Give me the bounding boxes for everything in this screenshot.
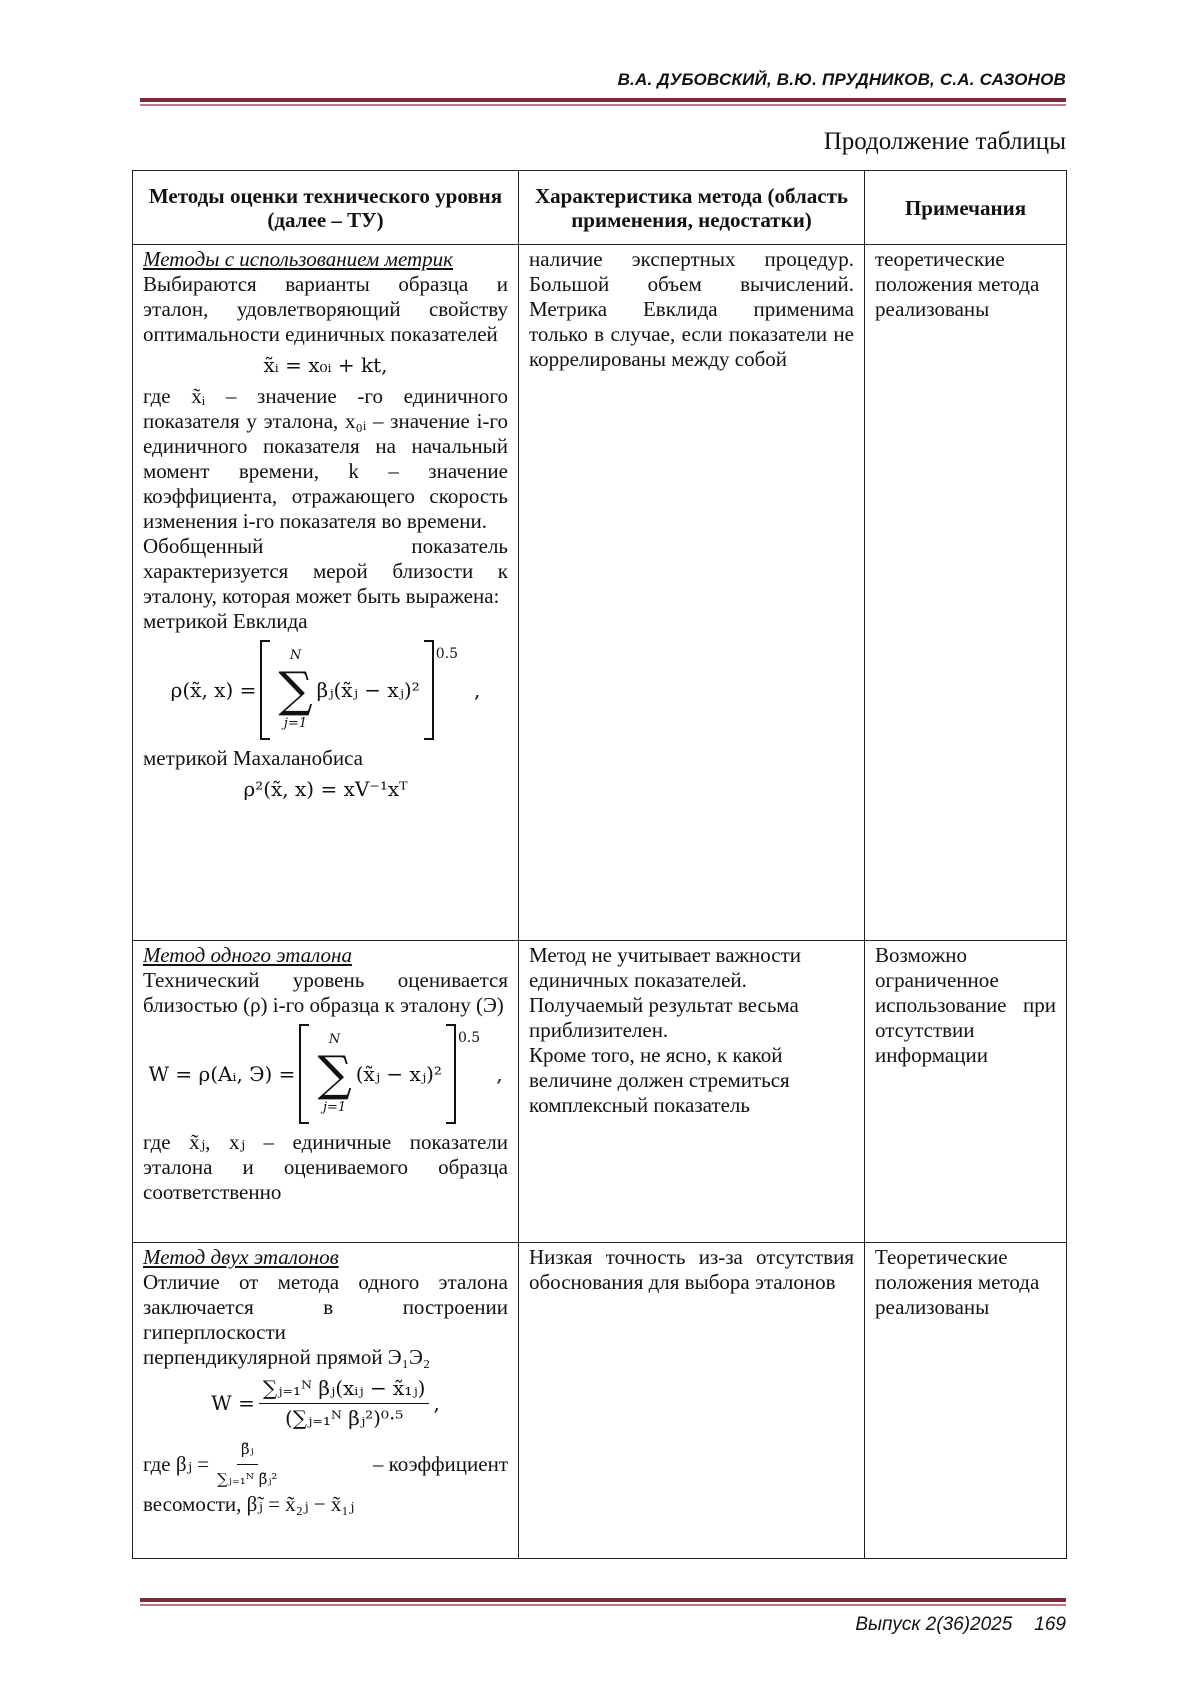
characteristic-line: Метод не учитывает важности единичных показателей.	[529, 943, 802, 992]
formula-explanation: где x̃ᵢ – значение -го единичного показателя у эталона, x₀ᵢ – значение i-го единичного показателя на начальный момент времени, k – значение коэффициента, отражающего скорость изменения i-го показателя во времени.	[143, 384, 508, 533]
table-row	[133, 1243, 1067, 1559]
formula-euclid-metric: ρ(x̃, x) = N ∑ j=1 βⱼ(x̃ⱼ − xⱼ)² 0.5 ,	[143, 640, 508, 740]
fraction-denominator: (∑ⱼ₌₁ᴺ βⱼ²)⁰·⁵	[284, 1406, 404, 1430]
characteristic-cell	[519, 941, 865, 1243]
method-description-2: Обобщенный показатель характеризуется мерой близости к эталону, которая может быть выражена:	[143, 534, 508, 608]
formula-fraction	[259, 1376, 430, 1431]
mahalanobis-metric-label: метрикой Махаланобиса	[143, 746, 363, 770]
issue-label: Выпуск 2(36)2025	[855, 1614, 1013, 1635]
header-rule	[140, 98, 1066, 102]
notes-cell: теоретические положения метода реализованы	[865, 245, 1067, 941]
formula-exponent: 0.5	[457, 1030, 481, 1046]
characteristic-line: Получаемый результат весьма приблизителен.	[529, 993, 799, 1042]
euclid-metric-label: метрикой Евклида	[143, 609, 308, 633]
footer-rule-thin	[140, 1604, 1066, 1606]
bracket-right	[424, 640, 434, 740]
bracket-right	[446, 1024, 456, 1124]
weight-formula-right: – коэффициент	[372, 1452, 508, 1476]
header-rule-thin	[140, 104, 1066, 106]
table-continuation-label: Продолжение таблицы	[823, 128, 1066, 155]
formula-two-standards: W = $\frac{\text{∑ⱼ₌₁ᴺ βⱼ(xᵢⱼ − x̃₁ⱼ)}}{\text{(∑ⱼ₌₁ᴺ βⱼ²)⁰·⁵}}$ ,	[211, 1376, 440, 1430]
column-header-characteristic: Характеристика метода (область применения, недостатки)	[519, 171, 865, 245]
footer-rule	[140, 1598, 1066, 1602]
bracket-left	[260, 640, 270, 740]
formula-left: W = ρ(Aᵢ, Э) =	[148, 1061, 296, 1086]
formula-left: ρ(x̃, x) =	[170, 677, 257, 702]
column-header-methods: Методы оценки технического уровня (далее – ТУ)	[133, 171, 519, 245]
characteristic-cell: Низкая точность из-за отсутствия обоснования для выбора эталонов	[519, 1243, 865, 1559]
notes-cell: Возможно ограниченное использование при отсутствии информации	[865, 941, 1067, 1243]
notes-cell: Теоретические положения метода реализованы	[865, 1243, 1067, 1559]
page-footer	[855, 1614, 1066, 1636]
page-number: 169	[1034, 1614, 1066, 1635]
formula-one-standard: W = ρ(Aᵢ, Э) = N ∑ j=1 (x̃ⱼ − xⱼ)² 0.5 ,	[143, 1024, 508, 1124]
methods-table	[132, 170, 1067, 1559]
formula-term: (x̃ⱼ − xⱼ)²	[355, 1061, 442, 1086]
method-description: Технический уровень оценивается близостью (ρ) i-го образца к эталону (Э)	[143, 968, 508, 1017]
method-cell	[133, 245, 519, 941]
weight-definition: весомости, β̃ⱼ = x̃₂ⱼ − x̃₁ⱼ	[143, 1492, 355, 1516]
weight-denominator: ∑ⱼ₌₁ᴺ β̃ⱼ²	[217, 1470, 278, 1488]
method-title: Методы с использованием метрик	[143, 247, 453, 271]
sum-symbol: N ∑ j=1	[317, 1032, 352, 1115]
weight-numerator: β̃ⱼ	[237, 1437, 258, 1465]
method-cell	[133, 941, 519, 1243]
formula-exponent: 0.5	[435, 646, 458, 662]
formula-left: W =	[211, 1391, 255, 1415]
method-title: Метод двух эталонов	[143, 1245, 339, 1269]
method-cell	[133, 1243, 519, 1559]
weight-formula-left: где βⱼ =	[143, 1452, 210, 1476]
characteristic-cell: наличие экспертных процедур. Большой объем вычислений. Метрика Евклида применима только в случае, если показатели не коррелированы между собой	[519, 245, 865, 941]
sum-symbol: N ∑ j=1	[278, 648, 313, 731]
formula-reference-value: x̃ᵢ = x₀ᵢ + kt,	[263, 353, 388, 377]
method-title: Метод одного эталона	[143, 943, 352, 967]
column-header-notes: Примечания	[865, 171, 1067, 245]
fraction-numerator: ∑ⱼ₌₁ᴺ βⱼ(xᵢⱼ − x̃₁ⱼ)	[259, 1376, 430, 1404]
running-header-authors: В.А. ДУБОВСКИЙ, В.Ю. ПРУДНИКОВ, С.А. САЗОНОВ	[617, 70, 1066, 89]
table-row	[133, 941, 1067, 1243]
table-header-row	[133, 171, 1067, 245]
weight-fraction	[213, 1437, 281, 1492]
characteristic-line: Кроме того, не ясно, к какой величине должен стремиться комплексный показатель	[529, 1043, 790, 1117]
formula-mahalanobis: ρ²(x̃, x) = xV⁻¹xᵀ	[243, 777, 408, 801]
formula-term: βⱼ(x̃ⱼ − xⱼ)²	[316, 677, 420, 702]
bracket-left	[299, 1024, 309, 1124]
method-description-2: перпендикулярной прямой Э₁Э₂	[143, 1345, 431, 1369]
formula-explanation: где x̃ⱼ, xⱼ – единичные показатели эталона и оцениваемого образца соответственно	[143, 1130, 508, 1204]
weight-coefficient-line	[143, 1437, 508, 1492]
table-row	[133, 245, 1067, 941]
method-description: Отличие от метода одного эталона заключается в построении гиперплоскости	[143, 1270, 508, 1344]
method-description: Выбираются варианты образца и эталон, удовлетворяющий свойству оптимальности единичных показателей	[143, 272, 508, 346]
